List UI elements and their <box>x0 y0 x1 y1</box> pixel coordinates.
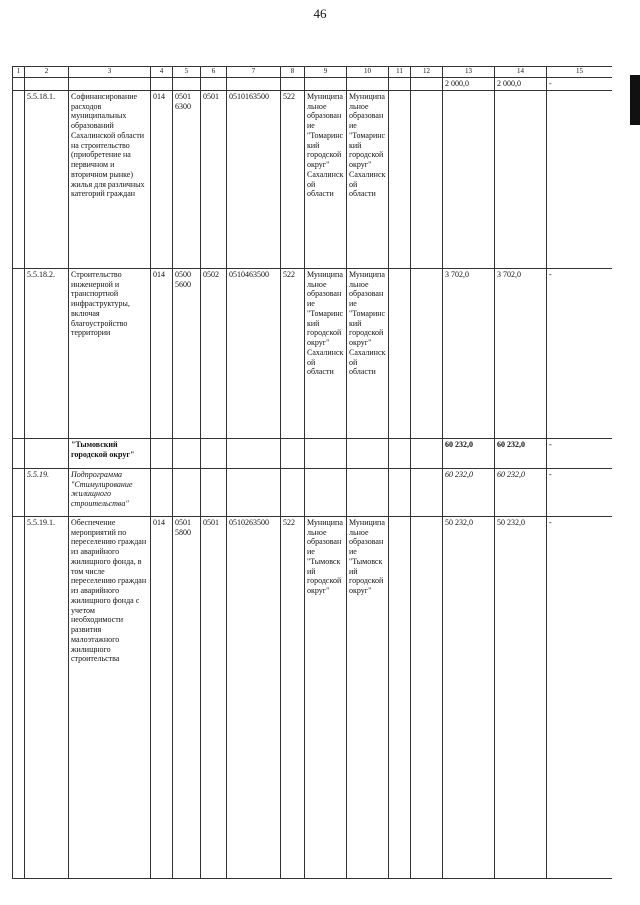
table-row <box>13 516 613 878</box>
col-number-12: 12 <box>411 67 443 78</box>
program-table <box>12 66 612 879</box>
cell-code-5 <box>173 438 201 468</box>
table-frame <box>12 66 612 886</box>
cell-entity-9: Муниципальное образование "Томаринский городской округ" Сахалинской области <box>305 90 347 268</box>
cell-col-11 <box>389 268 411 438</box>
cell-amount-13: 50 232,0 <box>443 516 495 878</box>
cell-col-12 <box>411 516 443 878</box>
cell-entity-9 <box>305 468 347 516</box>
col-number-13: 13 <box>443 67 495 78</box>
cell-code-8: 522 <box>281 268 305 438</box>
cell-amount-14: 60 232,0 <box>495 438 547 468</box>
cell-code-6 <box>201 468 227 516</box>
cell-amount-14: 50 232,0 <box>495 516 547 878</box>
col-number-6: 6 <box>201 67 227 78</box>
cell-amount-13: 2 000,0 <box>443 78 495 91</box>
cell-code-7 <box>227 438 281 468</box>
cell-code-4 <box>151 468 173 516</box>
cell-code-8: 522 <box>281 90 305 268</box>
cell-col-15: - <box>547 438 613 468</box>
cell-col-11 <box>389 438 411 468</box>
cell-code-6 <box>201 438 227 468</box>
cell-col-15: - <box>547 516 613 878</box>
cell-col-15: - <box>547 78 613 91</box>
cell-col-15: - <box>547 468 613 516</box>
cell-code-4: 014 <box>151 516 173 878</box>
cell-code-6: 0501 <box>201 90 227 268</box>
cell-code-7: 0510263500 <box>227 516 281 878</box>
page-number: 46 <box>313 6 327 21</box>
cell-amount-14: 60 232,0 <box>495 468 547 516</box>
cell-entity-10: Муниципальное образование "Томаринский городской округ" Сахалинской области <box>347 90 389 268</box>
col-number-8: 8 <box>281 67 305 78</box>
cell-item-number: 5.5.18.1. <box>25 90 69 268</box>
col-number-15: 15 <box>547 67 613 78</box>
cell-col-12 <box>411 438 443 468</box>
col-number-14: 14 <box>495 67 547 78</box>
cell-amount-13: 3 702,0 <box>443 268 495 438</box>
cell-code-4: 014 <box>151 90 173 268</box>
table-row <box>13 78 613 91</box>
header-row <box>13 67 613 78</box>
cell-description: Софинансирование расходов муниципальных образований Сахалинской области на строительство (приобретение на первичном и вторичном рынке) жилья для различных категорий граждан <box>69 90 151 268</box>
cell-code-8 <box>281 468 305 516</box>
cell-code-5: 0501 5800 <box>173 516 201 878</box>
col-number-10: 10 <box>347 67 389 78</box>
cell-code-8 <box>281 438 305 468</box>
cell-item-number <box>25 438 69 468</box>
scan-edge-mark <box>630 75 640 125</box>
cell-description: Подпрограмма "Стимулирование жилищного строительства" <box>69 468 151 516</box>
cell-amount-14: 3 702,0 <box>495 268 547 438</box>
cell-item-number: 5.5.19.1. <box>25 516 69 878</box>
cell-amount-13: 60 232,0 <box>443 468 495 516</box>
cell-col-15 <box>547 90 613 268</box>
cell-code-4 <box>151 438 173 468</box>
cell-amount-13 <box>443 90 495 268</box>
cell-entity-9: Муниципальное образование "Томаринский городской округ" Сахалинской области <box>305 268 347 438</box>
col-number-11: 11 <box>389 67 411 78</box>
cell-amount-14: 2 000,0 <box>495 78 547 91</box>
cell-code-7: 0510163500 <box>227 90 281 268</box>
cell-entity-10: Муниципальное образование "Томаринский городской округ" Сахалинской области <box>347 268 389 438</box>
cell-amount-14 <box>495 90 547 268</box>
cell-code-7 <box>227 468 281 516</box>
col-number-1: 1 <box>13 67 25 78</box>
cell-description: "Тымовский городской округ" <box>69 438 151 468</box>
table-row-total <box>13 438 613 468</box>
cell-code-8: 522 <box>281 516 305 878</box>
cell-col-11 <box>389 468 411 516</box>
cell-entity-9 <box>305 438 347 468</box>
table-row <box>13 268 613 438</box>
col-number-2: 2 <box>25 67 69 78</box>
cell-code-6: 0502 <box>201 268 227 438</box>
table-row <box>13 90 613 268</box>
cell-description: Обеспечение мероприятий по переселению граждан из аварийного жилищного фонда, в том числе переселению граждан из аварийного жилищного фонда с учетом необходимости развития малоэтажного жилищного строительства <box>69 516 151 878</box>
cell-code-7: 0510463500 <box>227 268 281 438</box>
col-number-4: 4 <box>151 67 173 78</box>
table-row-subprogram <box>13 468 613 516</box>
cell-entity-10 <box>347 438 389 468</box>
cell-item-number: 5.5.18.2. <box>25 268 69 438</box>
col-number-7: 7 <box>227 67 281 78</box>
cell-entity-10: Муниципальное образование "Тымовский городской округ" <box>347 516 389 878</box>
cell-col-11 <box>389 516 411 878</box>
cell-code-6: 0501 <box>201 516 227 878</box>
cell-col-12 <box>411 468 443 516</box>
cell-amount-13: 60 232,0 <box>443 438 495 468</box>
cell-col-15: - <box>547 268 613 438</box>
col-number-3: 3 <box>69 67 151 78</box>
cell-code-5 <box>173 468 201 516</box>
cell-col-12 <box>411 90 443 268</box>
cell-code-5: 0500 5600 <box>173 268 201 438</box>
cell-entity-9: Муниципальное образование "Тымовский городской округ" <box>305 516 347 878</box>
cell-code-5: 0501 6300 <box>173 90 201 268</box>
cell-col-11 <box>389 90 411 268</box>
cell-code-4: 014 <box>151 268 173 438</box>
cell-description: Строительство инженерной и транспортной инфраструктуры, включая благоустройство территории <box>69 268 151 438</box>
cell-col-12 <box>411 268 443 438</box>
col-number-5: 5 <box>173 67 201 78</box>
cell-item-number: 5.5.19. <box>25 468 69 516</box>
col-number-9: 9 <box>305 67 347 78</box>
cell-entity-10 <box>347 468 389 516</box>
